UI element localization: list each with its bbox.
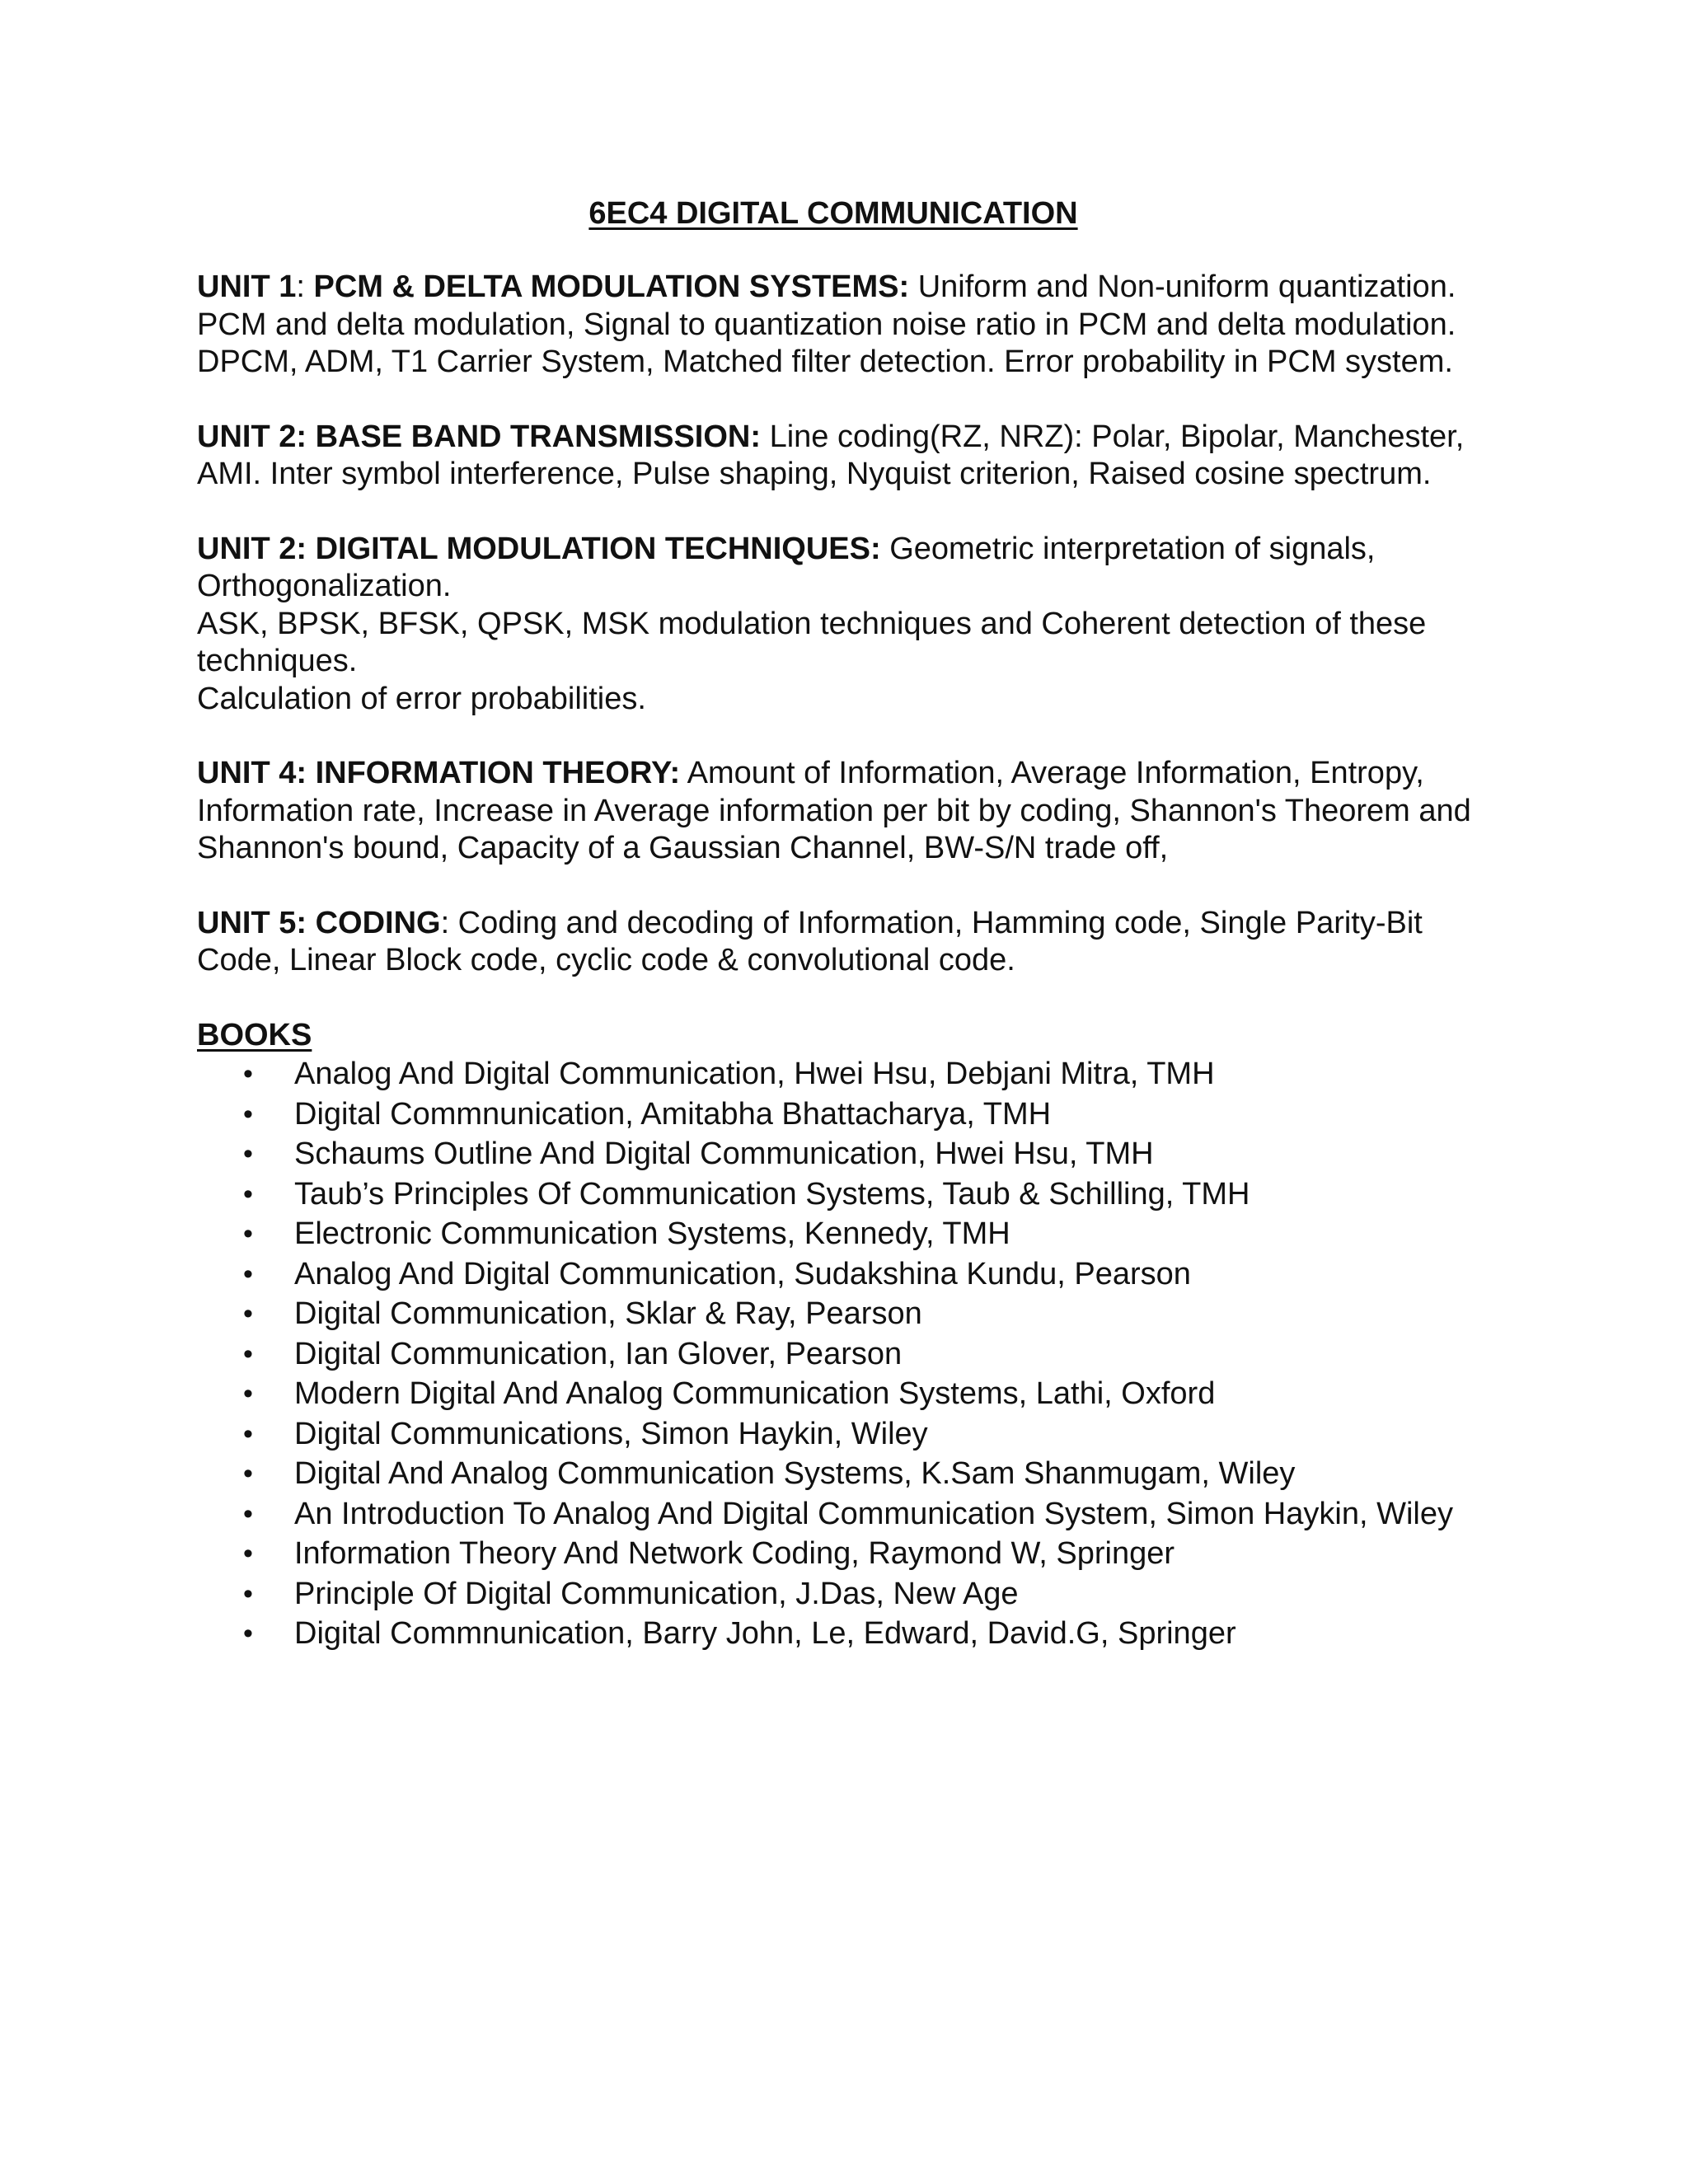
unit-description: Amount of Information, Average Information, Entropy, Information rate, Increase in Average information per bit by coding, Shannon's Theorem and Shannon's bound, Capacity of a Gaussian Channel, BW-S/N trade off, [197,756,1471,865]
unit-separator [307,756,316,790]
book-title: Digital Commnunication, Amitabha Bhattacharya, TMH [294,1096,1052,1132]
unit-first-line [197,905,1483,980]
bullet-icon: • [243,1497,253,1530]
unit-heading: PCM & DELTA MODULATION SYSTEMS: [313,269,910,304]
book-list-item [197,1294,1549,1334]
book-list-item [197,1494,1549,1535]
unit-description-line: Calculation of error probabilities. [197,681,646,716]
unit-heading: BASE BAND TRANSMISSION: [315,419,762,454]
book-title: Digital Communication, Sklar & Ray, Pearson [294,1296,922,1331]
unit-first-line [197,419,1483,494]
book-list-item [197,1534,1549,1574]
book-title: Principle Of Digital Communication, J.Das, New Age [294,1576,1019,1611]
bullet-icon: • [243,1138,253,1169]
bullet-icon: • [243,1577,253,1610]
bullet-icon: • [243,1298,253,1329]
book-title: Digital Communication, Ian Glover, Pearson [294,1336,903,1371]
book-list-item [197,1214,1549,1254]
book-title: Digital Communications, Simon Haykin, Wiley [294,1416,928,1451]
book-list-item [197,1054,1549,1094]
unit-paragraph [197,419,1483,494]
book-title: Taub’s Principles Of Communication Systems, Taub & Schilling, TMH [294,1176,1250,1212]
units-section [197,269,1483,980]
unit-label: UNIT 5: [197,905,307,940]
unit-description: Geometric interpretation of signals, Orthogonalization. [197,531,1376,603]
books-section [197,1017,1483,1654]
bullet-icon: • [243,1538,253,1569]
books-list [197,1054,1549,1654]
unit-description: Line coding(RZ, NRZ): Polar, Bipolar, Manchester, AMI. Inter symbol interference, Pulse shaping, Nyquist criterion, Raised cosine spectrum. [197,419,1465,491]
book-list-item [197,1574,1549,1615]
bullet-icon: • [243,1218,253,1249]
book-title: An Introduction To Analog And Digital Communication System, Simon Haykin, Wiley [294,1496,1453,1531]
book-title: Electronic Communication Systems, Kennedy, TMH [294,1216,1010,1251]
bullet-icon: • [243,1418,253,1450]
unit-separator: : [296,269,314,304]
unit-separator [307,532,316,566]
unit-heading: CODING [315,905,441,940]
book-list-item [197,1174,1549,1215]
unit-description: : Coding and decoding of Information, Hamming code, Single Parity-Bit Code, Linear Block code, cyclic code & convolutional code. [197,905,1423,977]
unit-first-line [197,531,1483,606]
unit-heading: DIGITAL MODULATION TECHNIQUES: [315,531,881,566]
book-list-item [197,1414,1549,1455]
unit-separator [307,906,316,940]
book-list-item [197,1454,1549,1494]
unit-paragraph [197,755,1483,868]
book-title: Digital Commnunication, Barry John, Le, Edward, David.G, Springer [294,1616,1236,1651]
bullet-icon: • [243,1458,253,1489]
book-list-item [197,1134,1549,1174]
bullet-icon: • [243,1058,253,1090]
book-title: Modern Digital And Analog Communication Systems, Lathi, Oxford [294,1376,1216,1411]
unit-description-line: ASK, BPSK, BFSK, QPSK, MSK modulation techniques and Coherent detection of these techniques. [197,606,1427,678]
bullet-icon: • [243,1098,253,1130]
unit-heading: INFORMATION THEORY: [315,756,681,790]
book-list-item [197,1254,1549,1295]
bullet-icon: • [243,1258,253,1290]
syllabus-content [197,269,1483,1654]
unit-separator [307,419,316,454]
bullet-icon: • [243,1338,253,1370]
unit-label: UNIT 4: [197,756,307,790]
book-list-item [197,1614,1549,1654]
bullet-icon: • [243,1378,253,1409]
unit-paragraph [197,531,1483,719]
book-title: Schaums Outline And Digital Communication, Hwei Hsu, TMH [294,1137,1154,1171]
unit-label: UNIT 1 [197,269,297,304]
bullet-icon: • [243,1178,253,1210]
books-heading: BOOKS [197,1017,312,1052]
book-list-item [197,1094,1549,1135]
page-title: 6EC4 DIGITAL COMMUNICATION [588,196,1078,231]
unit-paragraph [197,269,1483,382]
book-title: Digital And Analog Communication Systems, K.Sam Shanmugam, Wiley [294,1456,1296,1491]
unit-paragraph [197,905,1483,980]
unit-first-line [197,269,1483,382]
unit-label: UNIT 2: [197,531,307,566]
unit-description: Uniform and Non-uniform quantization. PCM and delta modulation, Signal to quantization noise ratio in PCM and delta modulation. DPCM, ADM, T1 Carrier System, Matched filter detection. Error probability in PCM system. [197,269,1456,379]
unit-first-line [197,755,1483,868]
bullet-icon: • [243,1618,253,1649]
book-title: Analog And Digital Communication, Sudakshina Kundu, Pearson [294,1256,1191,1291]
book-list-item [197,1334,1549,1375]
book-list-item [197,1374,1549,1414]
book-title: Information Theory And Network Coding, Raymond W, Springer [294,1536,1175,1571]
book-title: Analog And Digital Communication, Hwei Hsu, Debjani Mitra, TMH [294,1057,1215,1091]
unit-label: UNIT 2: [197,419,307,454]
